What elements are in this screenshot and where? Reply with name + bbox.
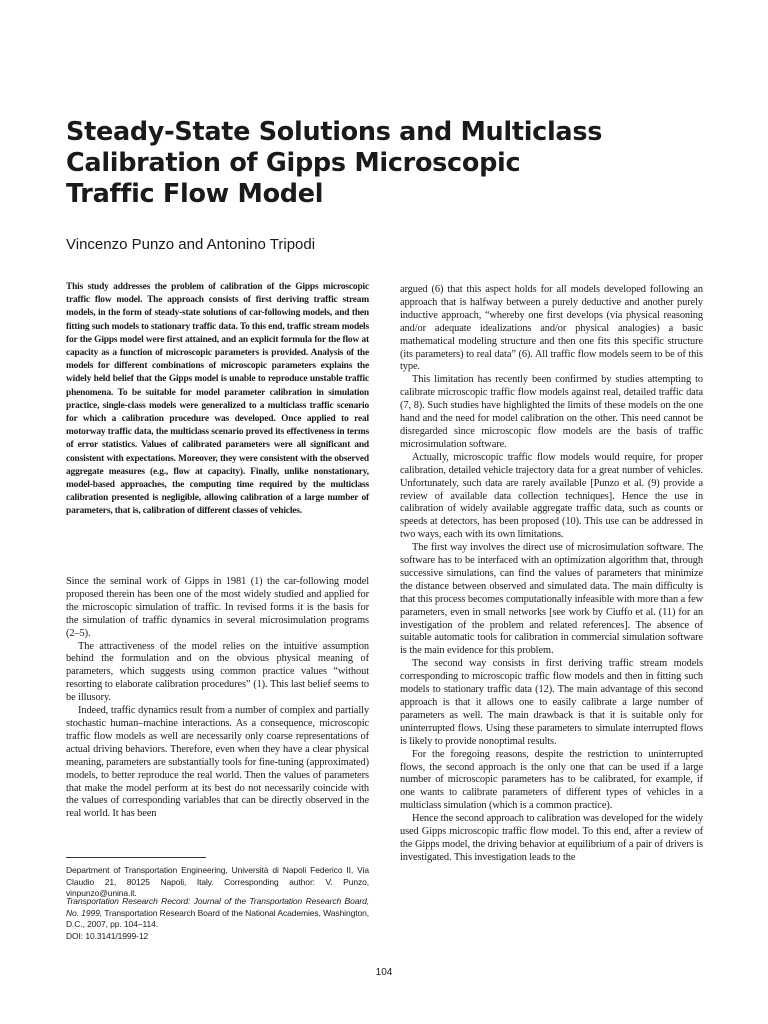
footnote-divider xyxy=(66,857,206,858)
title-line: Calibration of Gipps Microscopic xyxy=(66,148,521,178)
citation-footnote xyxy=(66,896,369,942)
citation-publisher: Transportation Research Board of the National Academies, Washington, D.C., 2007, pp. 104–114. xyxy=(66,907,369,930)
body-right-column xyxy=(400,284,703,865)
citation-doi: DOI: 10.3141/1999-12 xyxy=(66,930,149,941)
affiliation-footnote: Department of Transportation Engineering, Università di Napoli Federico II, Via Claudio 21, 80125 Napoli, Italy. Corresponding author: V. Punzo, vinpunzo@unina.it. xyxy=(66,865,369,899)
title-line: Steady-State Solutions and Multiclass xyxy=(66,117,603,147)
body-paragraph: The second way consists in first deriving traffic stream models corresponding to microscopic traffic flow models and then in fitting such models to stationary traffic data (12). The main advantage of this second approach is that it allows one to easily calibrate a large number of parameters as well. The main drawback is that it is suitable only for uninterrupted flows. Using these parameters to simulate interrupted flows is likely to provide nonoptimal results. xyxy=(400,658,703,747)
body-left-column xyxy=(66,576,369,821)
body-paragraph: argued (6) that this aspect holds for all models developed following an approach that is halfway between a purely deductive and another purely inductive approach, “whereby one first develops (via physical reasoning and/or adequate idealizations and/or physical analogies) a basic mathematical modeling structure and then one fits this specific structure (its parameters) to real data” (6). All traffic flow models seem to be of this type. xyxy=(400,284,703,373)
body-paragraph: The attractiveness of the model relies on the intuitive assumption behind the formulation and on the obvious physical meaning of parameters, which suggests using common practice values “without resorting to elaborate calibration procedures” (1). This last belief seems to be illusory. xyxy=(66,640,369,704)
body-paragraph: The first way involves the direct use of microsimulation software. The software has to be interfaced with an optimization algorithm that, through successive simulations, can find the values of parameters that minimize the distance between observed and simulated data. The main difficulty is that this process becomes computationally infeasible with more than a few parameters, even in small networks [see work by Ciuffo et al. (11) for an investigation of the problem and related references]. The absence of suitable automatic tools for calibration in commercial simulation software is the main evidence for this problem. xyxy=(400,542,703,657)
body-paragraph: Actually, microscopic traffic flow models would require, for proper calibration, detailed vehicle trajectory data for a great number of vehicles. Unfortunately, such data are rarely available [Punzo et al. (9) provide a review of available data collection techniques]. Hence the use in calibration of widely available aggregate traffic data, such as counts or speeds at detectors, has been proposed (10). This use can be addressed in two ways, each with its own limitations. xyxy=(400,451,703,541)
body-paragraph: Indeed, traffic dynamics result from a number of complex and partially stochastic human–machine interactions. As a consequence, microscopic traffic flow models as well are necessarily only coarse representations of actual driving behaviors. Therefore, even when they have a clear physical meaning, parameters are substantially tools for fine-tuning (approximated) models, to better reproduce the real world. Then the values of parameters that make the model perform at its best do not necessarily coincide with the values of corresponding variables that can be directly observed in the real world. It has been xyxy=(66,705,369,820)
abstract: This study addresses the problem of calibration of the Gipps microscopic traffic flow model. The approach consists of first deriving traffic stream models, in the form of steady-state solutions of car-following models, and then fitting such models to stationary traffic data. To this end, traffic stream models for the Gipps model were first attained, and an explicit formula for the flow at capacity as a function of microscopic parameters is provided. Analysis of the models for different combinations of microscopic parameters explains the widely held belief that the Gipps model is unable to reproduce unstable traffic phenomena. To be suitable for model parameter calibration in simulation practice, single-class models were generalized to a multiclass traffic scenario for which a calibration procedure was developed. Once applied to real motorway traffic data, the multiclass scenario proved its effectiveness in terms of error statistics. Values of calibrated parameters were all significant and consistent with expectations. Moreover, they were consistent with the observed aggregate measures (e.g., flow at capacity). Finally, unlike nonstationary, model-based approaches, the computing time required by the multiclass calibration presented is negligible, allowing calibration of a large number of parameters, that is, calibration of different classes of vehicles. xyxy=(66,282,369,517)
page-number: 104 xyxy=(375,967,393,978)
title-line: Traffic Flow Model xyxy=(66,179,324,209)
body-paragraph: This limitation has recently been confirmed by studies attempting to calibrate microscopic traffic flow models against real, detailed traffic data (7, 8). Such studies have highlighted the limits of these models on the one hand and the need for model calibration on the other. This need cannot be disregarded since microscopic flow models are the basis of traffic microsimulation software. xyxy=(400,374,703,450)
authors: Vincenzo Punzo and Antonino Tripodi xyxy=(66,236,316,253)
citation-journal: Transportation Research Record: Journal of the Transportation Research Board, No. 1999, xyxy=(66,896,369,918)
body-paragraph: Since the seminal work of Gipps in 1981 (1) the car-following model proposed therein has been one of the most widely studied and applied for the microscopic simulation of traffic. In revised forms it is the basis for the simulation of traffic dynamics in several microsimulation programs (2–5). xyxy=(66,576,369,639)
paper-title xyxy=(66,117,706,210)
body-paragraph: Hence the second approach to calibration was developed for the widely used Gipps microscopic traffic flow model. To this end, after a review of the Gipps model, the driving behavior at equilibrium of a pair of drivers is investigated. This investigation leads to the xyxy=(400,813,703,863)
body-paragraph: For the foregoing reasons, despite the restriction to uninterrupted flows, the second approach is the only one that can be used if a large number of microscopic parameters has to be calibrated, for example, if one wants to calibrate parameters of different types of vehicles in a multiclass simulation (which is a common practice). xyxy=(400,748,703,812)
